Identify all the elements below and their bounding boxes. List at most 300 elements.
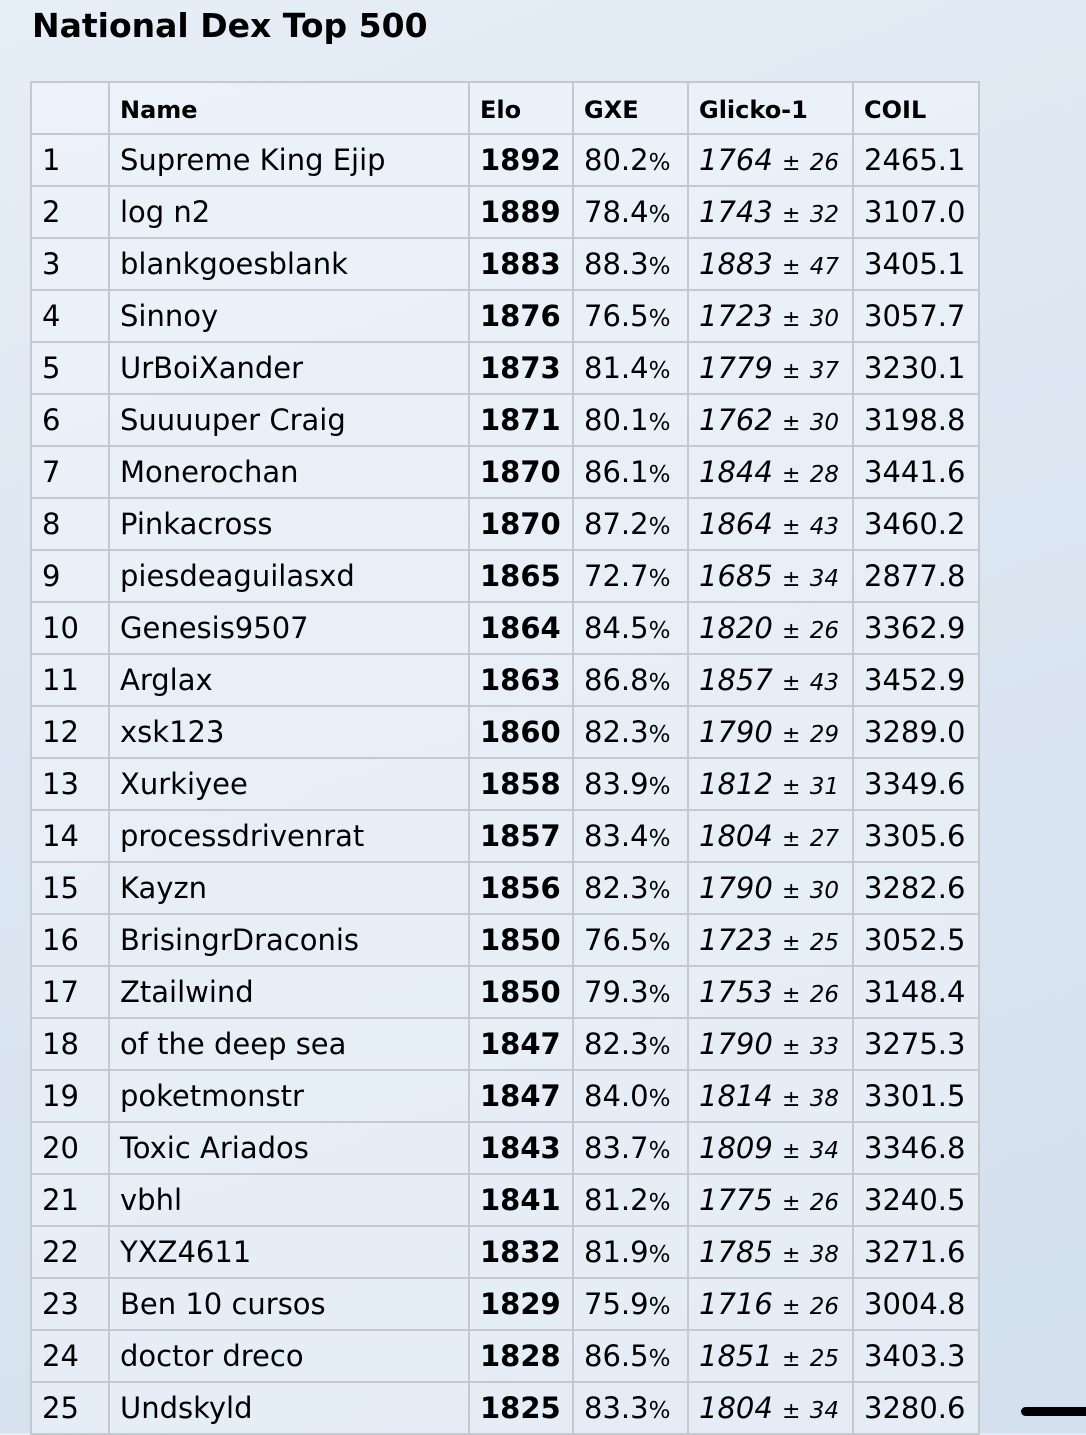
- glicko-deviation: 31: [809, 774, 839, 800]
- table-row: [31, 602, 979, 654]
- coil-cell: 3441.6: [853, 446, 979, 498]
- coil-cell: 3107.0: [853, 186, 979, 238]
- plus-minus-sign: ±: [782, 775, 801, 800]
- player-name-link[interactable]: Pinkacross: [109, 498, 469, 550]
- coil-cell: 2877.8: [853, 550, 979, 602]
- gxe-cell: [573, 290, 688, 342]
- rank-cell: 22: [31, 1226, 109, 1278]
- gxe-value: 86.1: [584, 455, 649, 489]
- glicko-deviation: 26: [809, 618, 839, 644]
- percent-sign: %: [648, 566, 671, 592]
- glicko-deviation: 32: [809, 202, 839, 228]
- gxe-cell: [573, 1070, 688, 1122]
- glicko-cell: [688, 186, 853, 238]
- elo-cell: 1858: [469, 758, 573, 810]
- rank-cell: 14: [31, 810, 109, 862]
- table-row: [31, 1226, 979, 1278]
- rank-cell: 23: [31, 1278, 109, 1330]
- glicko-cell: [688, 1382, 853, 1434]
- coil-cell: 3271.6: [853, 1226, 979, 1278]
- glicko-rating: 1764: [699, 143, 773, 177]
- plus-minus-sign: ±: [782, 931, 801, 956]
- gxe-cell: [573, 602, 688, 654]
- plus-minus-sign: ±: [782, 1139, 801, 1164]
- percent-sign: %: [648, 982, 671, 1008]
- glicko-rating: 1812: [699, 767, 773, 801]
- glicko-cell: [688, 134, 853, 186]
- column-header-coil[interactable]: COIL: [853, 82, 979, 134]
- glicko-deviation: 34: [809, 1398, 839, 1424]
- rank-cell: 24: [31, 1330, 109, 1382]
- glicko-rating: 1790: [699, 871, 773, 905]
- gxe-cell: [573, 134, 688, 186]
- plus-minus-sign: ±: [782, 827, 801, 852]
- glicko-rating: 1864: [699, 507, 773, 541]
- glicko-cell: [688, 498, 853, 550]
- percent-sign: %: [648, 722, 671, 748]
- player-name-link[interactable]: xsk123: [109, 706, 469, 758]
- gxe-value: 80.2: [584, 143, 649, 177]
- rank-cell: 25: [31, 1382, 109, 1434]
- gxe-value: 82.3: [584, 715, 649, 749]
- table-row: [31, 290, 979, 342]
- percent-sign: %: [648, 670, 671, 696]
- gxe-value: 72.7: [584, 559, 649, 593]
- coil-cell: 3275.3: [853, 1018, 979, 1070]
- coil-cell: 3349.6: [853, 758, 979, 810]
- glicko-deviation: 33: [809, 1034, 839, 1060]
- coil-cell: 2465.1: [853, 134, 979, 186]
- table-row: [31, 1070, 979, 1122]
- percent-sign: %: [648, 254, 671, 280]
- glicko-rating: 1790: [699, 715, 773, 749]
- glicko-cell: [688, 238, 853, 290]
- percent-sign: %: [648, 358, 671, 384]
- table-row: [31, 186, 979, 238]
- rank-cell: 20: [31, 1122, 109, 1174]
- plus-minus-sign: ±: [782, 515, 801, 540]
- glicko-cell: [688, 1174, 853, 1226]
- player-name-link[interactable]: Suuuuper Craig: [109, 394, 469, 446]
- player-name-link[interactable]: poketmonstr: [109, 1070, 469, 1122]
- gxe-cell: [573, 550, 688, 602]
- glicko-rating: 1723: [699, 923, 773, 957]
- percent-sign: %: [648, 826, 671, 852]
- glicko-rating: 1851: [699, 1339, 773, 1373]
- coil-cell: 3004.8: [853, 1278, 979, 1330]
- glicko-cell: [688, 290, 853, 342]
- table-row: [31, 862, 979, 914]
- elo-cell: 1863: [469, 654, 573, 706]
- rank-cell: 16: [31, 914, 109, 966]
- percent-sign: %: [648, 1034, 671, 1060]
- player-name-link[interactable]: YXZ4611: [109, 1226, 469, 1278]
- glicko-deviation: 25: [809, 1346, 839, 1372]
- player-name-link[interactable]: doctor dreco: [109, 1330, 469, 1382]
- gxe-value: 76.5: [584, 923, 649, 957]
- plus-minus-sign: ±: [782, 1295, 801, 1320]
- player-name-link[interactable]: Supreme King Ejip: [109, 134, 469, 186]
- gxe-cell: [573, 706, 688, 758]
- page-title: National Dex Top 500: [32, 6, 428, 45]
- rank-cell: 6: [31, 394, 109, 446]
- rank-cell: 10: [31, 602, 109, 654]
- glicko-cell: [688, 446, 853, 498]
- player-name-link[interactable]: Undskyld: [109, 1382, 469, 1434]
- plus-minus-sign: ±: [782, 255, 801, 280]
- gxe-cell: [573, 758, 688, 810]
- percent-sign: %: [648, 878, 671, 904]
- glicko-deviation: 30: [809, 878, 839, 904]
- table-row: [31, 1174, 979, 1226]
- elo-cell: 1832: [469, 1226, 573, 1278]
- rank-cell: 15: [31, 862, 109, 914]
- gxe-cell: [573, 394, 688, 446]
- glicko-cell: [688, 914, 853, 966]
- player-name-link[interactable]: blankgoesblank: [109, 238, 469, 290]
- table-header-row: [31, 82, 979, 134]
- glicko-deviation: 26: [809, 150, 839, 176]
- coil-cell: 3198.8: [853, 394, 979, 446]
- glicko-rating: 1723: [699, 299, 773, 333]
- gxe-value: 83.7: [584, 1131, 649, 1165]
- scroll-indicator: [1021, 1407, 1086, 1416]
- gxe-cell: [573, 914, 688, 966]
- table-row: [31, 1018, 979, 1070]
- glicko-deviation: 26: [809, 1294, 839, 1320]
- coil-cell: 3362.9: [853, 602, 979, 654]
- percent-sign: %: [648, 462, 671, 488]
- percent-sign: %: [648, 1346, 671, 1372]
- rank-cell: 11: [31, 654, 109, 706]
- elo-cell: 1883: [469, 238, 573, 290]
- rank-cell: 9: [31, 550, 109, 602]
- glicko-cell: [688, 342, 853, 394]
- percent-sign: %: [648, 1138, 671, 1164]
- plus-minus-sign: ±: [782, 723, 801, 748]
- glicko-deviation: 37: [809, 358, 839, 384]
- gxe-value: 82.3: [584, 871, 649, 905]
- glicko-rating: 1809: [699, 1131, 773, 1165]
- percent-sign: %: [648, 410, 671, 436]
- glicko-cell: [688, 1226, 853, 1278]
- percent-sign: %: [648, 514, 671, 540]
- glicko-rating: 1775: [699, 1183, 773, 1217]
- gxe-cell: [573, 1122, 688, 1174]
- gxe-value: 83.3: [584, 1391, 649, 1425]
- gxe-cell: [573, 186, 688, 238]
- player-name-link[interactable]: Arglax: [109, 654, 469, 706]
- column-header-gxe[interactable]: GXE: [573, 82, 688, 134]
- rank-cell: 5: [31, 342, 109, 394]
- coil-cell: 3289.0: [853, 706, 979, 758]
- player-name-link[interactable]: Toxic Ariados: [109, 1122, 469, 1174]
- elo-cell: 1892: [469, 134, 573, 186]
- glicko-deviation: 30: [809, 410, 839, 436]
- elo-cell: 1825: [469, 1382, 573, 1434]
- percent-sign: %: [648, 1294, 671, 1320]
- elo-cell: 1850: [469, 966, 573, 1018]
- coil-cell: 3148.4: [853, 966, 979, 1018]
- table-row: [31, 238, 979, 290]
- elo-cell: 1871: [469, 394, 573, 446]
- glicko-rating: 1844: [699, 455, 773, 489]
- glicko-deviation: 38: [809, 1086, 839, 1112]
- gxe-cell: [573, 810, 688, 862]
- glicko-rating: 1883: [699, 247, 773, 281]
- rank-cell: 8: [31, 498, 109, 550]
- player-name-link[interactable]: Kayzn: [109, 862, 469, 914]
- glicko-rating: 1820: [699, 611, 773, 645]
- table-row: [31, 706, 979, 758]
- coil-cell: 3452.9: [853, 654, 979, 706]
- table-row: [31, 758, 979, 810]
- gxe-cell: [573, 862, 688, 914]
- glicko-deviation: 34: [809, 566, 839, 592]
- player-name-link[interactable]: Ben 10 cursos: [109, 1278, 469, 1330]
- plus-minus-sign: ±: [782, 1347, 801, 1372]
- plus-minus-sign: ±: [782, 1191, 801, 1216]
- plus-minus-sign: ±: [782, 619, 801, 644]
- coil-cell: 3230.1: [853, 342, 979, 394]
- percent-sign: %: [648, 1190, 671, 1216]
- plus-minus-sign: ±: [782, 1087, 801, 1112]
- rank-cell: 12: [31, 706, 109, 758]
- glicko-rating: 1716: [699, 1287, 773, 1321]
- glicko-deviation: 43: [809, 514, 839, 540]
- coil-cell: 3305.6: [853, 810, 979, 862]
- coil-cell: 3346.8: [853, 1122, 979, 1174]
- table-row: [31, 1330, 979, 1382]
- gxe-cell: [573, 1382, 688, 1434]
- gxe-value: 86.5: [584, 1339, 649, 1373]
- table-row: [31, 550, 979, 602]
- gxe-value: 88.3: [584, 247, 649, 281]
- player-name-link[interactable]: vbhl: [109, 1174, 469, 1226]
- gxe-cell: [573, 654, 688, 706]
- elo-cell: 1860: [469, 706, 573, 758]
- player-name-link[interactable]: Xurkiyee: [109, 758, 469, 810]
- elo-cell: 1856: [469, 862, 573, 914]
- glicko-cell: [688, 602, 853, 654]
- table-row: [31, 446, 979, 498]
- player-name-link[interactable]: UrBoiXander: [109, 342, 469, 394]
- glicko-cell: [688, 1330, 853, 1382]
- elo-cell: 1847: [469, 1018, 573, 1070]
- table-row: [31, 1278, 979, 1330]
- player-name-link[interactable]: piesdeaguilasxd: [109, 550, 469, 602]
- gxe-cell: [573, 498, 688, 550]
- glicko-cell: [688, 1018, 853, 1070]
- table-row: [31, 1122, 979, 1174]
- glicko-rating: 1785: [699, 1235, 773, 1269]
- coil-cell: 3282.6: [853, 862, 979, 914]
- elo-cell: 1870: [469, 446, 573, 498]
- player-name-link[interactable]: Sinnoy: [109, 290, 469, 342]
- glicko-cell: [688, 966, 853, 1018]
- player-name-link[interactable]: BrisingrDraconis: [109, 914, 469, 966]
- gxe-cell: [573, 446, 688, 498]
- ladder-table: [30, 81, 980, 1435]
- table-row: [31, 342, 979, 394]
- player-name-link[interactable]: of the deep sea: [109, 1018, 469, 1070]
- rank-cell: 2: [31, 186, 109, 238]
- glicko-rating: 1743: [699, 195, 773, 229]
- glicko-cell: [688, 1070, 853, 1122]
- gxe-cell: [573, 1174, 688, 1226]
- glicko-cell: [688, 394, 853, 446]
- glicko-cell: [688, 810, 853, 862]
- glicko-rating: 1814: [699, 1079, 773, 1113]
- glicko-cell: [688, 862, 853, 914]
- glicko-rating: 1753: [699, 975, 773, 1009]
- glicko-deviation: 38: [809, 1242, 839, 1268]
- glicko-cell: [688, 1278, 853, 1330]
- coil-cell: 3280.6: [853, 1382, 979, 1434]
- column-header-name[interactable]: Name: [109, 82, 469, 134]
- plus-minus-sign: ±: [782, 1399, 801, 1424]
- gxe-value: 83.9: [584, 767, 649, 801]
- plus-minus-sign: ±: [782, 359, 801, 384]
- gxe-value: 79.3: [584, 975, 649, 1009]
- player-name-link[interactable]: log n2: [109, 186, 469, 238]
- table-row: [31, 914, 979, 966]
- player-name-link[interactable]: Monerochan: [109, 446, 469, 498]
- glicko-rating: 1762: [699, 403, 773, 437]
- gxe-cell: [573, 238, 688, 290]
- gxe-value: 80.1: [584, 403, 649, 437]
- rank-cell: 1: [31, 134, 109, 186]
- glicko-deviation: 43: [809, 670, 839, 696]
- player-name-link[interactable]: Ztailwind: [109, 966, 469, 1018]
- column-header-elo[interactable]: Elo: [469, 82, 573, 134]
- elo-cell: 1828: [469, 1330, 573, 1382]
- gxe-cell: [573, 966, 688, 1018]
- column-header-rank: [31, 82, 109, 134]
- gxe-value: 75.9: [584, 1287, 649, 1321]
- column-header-glicko[interactable]: Glicko-1: [688, 82, 853, 134]
- percent-sign: %: [648, 618, 671, 644]
- glicko-deviation: 25: [809, 930, 839, 956]
- glicko-deviation: 34: [809, 1138, 839, 1164]
- player-name-link[interactable]: Genesis9507: [109, 602, 469, 654]
- plus-minus-sign: ±: [782, 411, 801, 436]
- elo-cell: 1889: [469, 186, 573, 238]
- elo-cell: 1870: [469, 498, 573, 550]
- percent-sign: %: [648, 1398, 671, 1424]
- percent-sign: %: [648, 930, 671, 956]
- glicko-cell: [688, 550, 853, 602]
- coil-cell: 3301.5: [853, 1070, 979, 1122]
- gxe-value: 86.8: [584, 663, 649, 697]
- percent-sign: %: [648, 1242, 671, 1268]
- plus-minus-sign: ±: [782, 983, 801, 1008]
- rank-cell: 7: [31, 446, 109, 498]
- rank-cell: 17: [31, 966, 109, 1018]
- coil-cell: 3240.5: [853, 1174, 979, 1226]
- glicko-rating: 1857: [699, 663, 773, 697]
- table-row: [31, 134, 979, 186]
- coil-cell: 3052.5: [853, 914, 979, 966]
- percent-sign: %: [648, 202, 671, 228]
- elo-cell: 1876: [469, 290, 573, 342]
- coil-cell: 3057.7: [853, 290, 979, 342]
- elo-cell: 1857: [469, 810, 573, 862]
- elo-cell: 1873: [469, 342, 573, 394]
- table-row: [31, 810, 979, 862]
- gxe-value: 76.5: [584, 299, 649, 333]
- coil-cell: 3403.3: [853, 1330, 979, 1382]
- glicko-deviation: 27: [809, 826, 839, 852]
- plus-minus-sign: ±: [782, 307, 801, 332]
- table-row: [31, 966, 979, 1018]
- glicko-rating: 1779: [699, 351, 773, 385]
- coil-cell: 3460.2: [853, 498, 979, 550]
- rank-cell: 3: [31, 238, 109, 290]
- rank-cell: 21: [31, 1174, 109, 1226]
- plus-minus-sign: ±: [782, 879, 801, 904]
- gxe-value: 82.3: [584, 1027, 649, 1061]
- elo-cell: 1850: [469, 914, 573, 966]
- rank-cell: 18: [31, 1018, 109, 1070]
- glicko-deviation: 29: [809, 722, 839, 748]
- plus-minus-sign: ±: [782, 671, 801, 696]
- elo-cell: 1864: [469, 602, 573, 654]
- glicko-deviation: 26: [809, 982, 839, 1008]
- percent-sign: %: [648, 774, 671, 800]
- elo-cell: 1841: [469, 1174, 573, 1226]
- gxe-value: 81.9: [584, 1235, 649, 1269]
- plus-minus-sign: ±: [782, 1243, 801, 1268]
- gxe-value: 84.0: [584, 1079, 649, 1113]
- gxe-value: 78.4: [584, 195, 649, 229]
- gxe-cell: [573, 342, 688, 394]
- table-row: [31, 498, 979, 550]
- glicko-rating: 1804: [699, 819, 773, 853]
- gxe-value: 83.4: [584, 819, 649, 853]
- glicko-deviation: 30: [809, 306, 839, 332]
- gxe-cell: [573, 1018, 688, 1070]
- plus-minus-sign: ±: [782, 567, 801, 592]
- glicko-rating: 1804: [699, 1391, 773, 1425]
- glicko-cell: [688, 1122, 853, 1174]
- plus-minus-sign: ±: [782, 1035, 801, 1060]
- elo-cell: 1829: [469, 1278, 573, 1330]
- plus-minus-sign: ±: [782, 203, 801, 228]
- elo-cell: 1847: [469, 1070, 573, 1122]
- gxe-value: 87.2: [584, 507, 649, 541]
- glicko-cell: [688, 758, 853, 810]
- rank-cell: 19: [31, 1070, 109, 1122]
- glicko-deviation: 28: [809, 462, 839, 488]
- rank-cell: 13: [31, 758, 109, 810]
- elo-cell: 1843: [469, 1122, 573, 1174]
- ladder-rows: [31, 134, 979, 1434]
- plus-minus-sign: ±: [782, 151, 801, 176]
- gxe-value: 84.5: [584, 611, 649, 645]
- gxe-value: 81.4: [584, 351, 649, 385]
- table-row: [31, 394, 979, 446]
- percent-sign: %: [648, 306, 671, 332]
- glicko-deviation: 26: [809, 1190, 839, 1216]
- glicko-cell: [688, 654, 853, 706]
- glicko-cell: [688, 706, 853, 758]
- gxe-cell: [573, 1278, 688, 1330]
- table-row: [31, 1382, 979, 1434]
- glicko-rating: 1790: [699, 1027, 773, 1061]
- gxe-cell: [573, 1226, 688, 1278]
- player-name-link[interactable]: processdrivenrat: [109, 810, 469, 862]
